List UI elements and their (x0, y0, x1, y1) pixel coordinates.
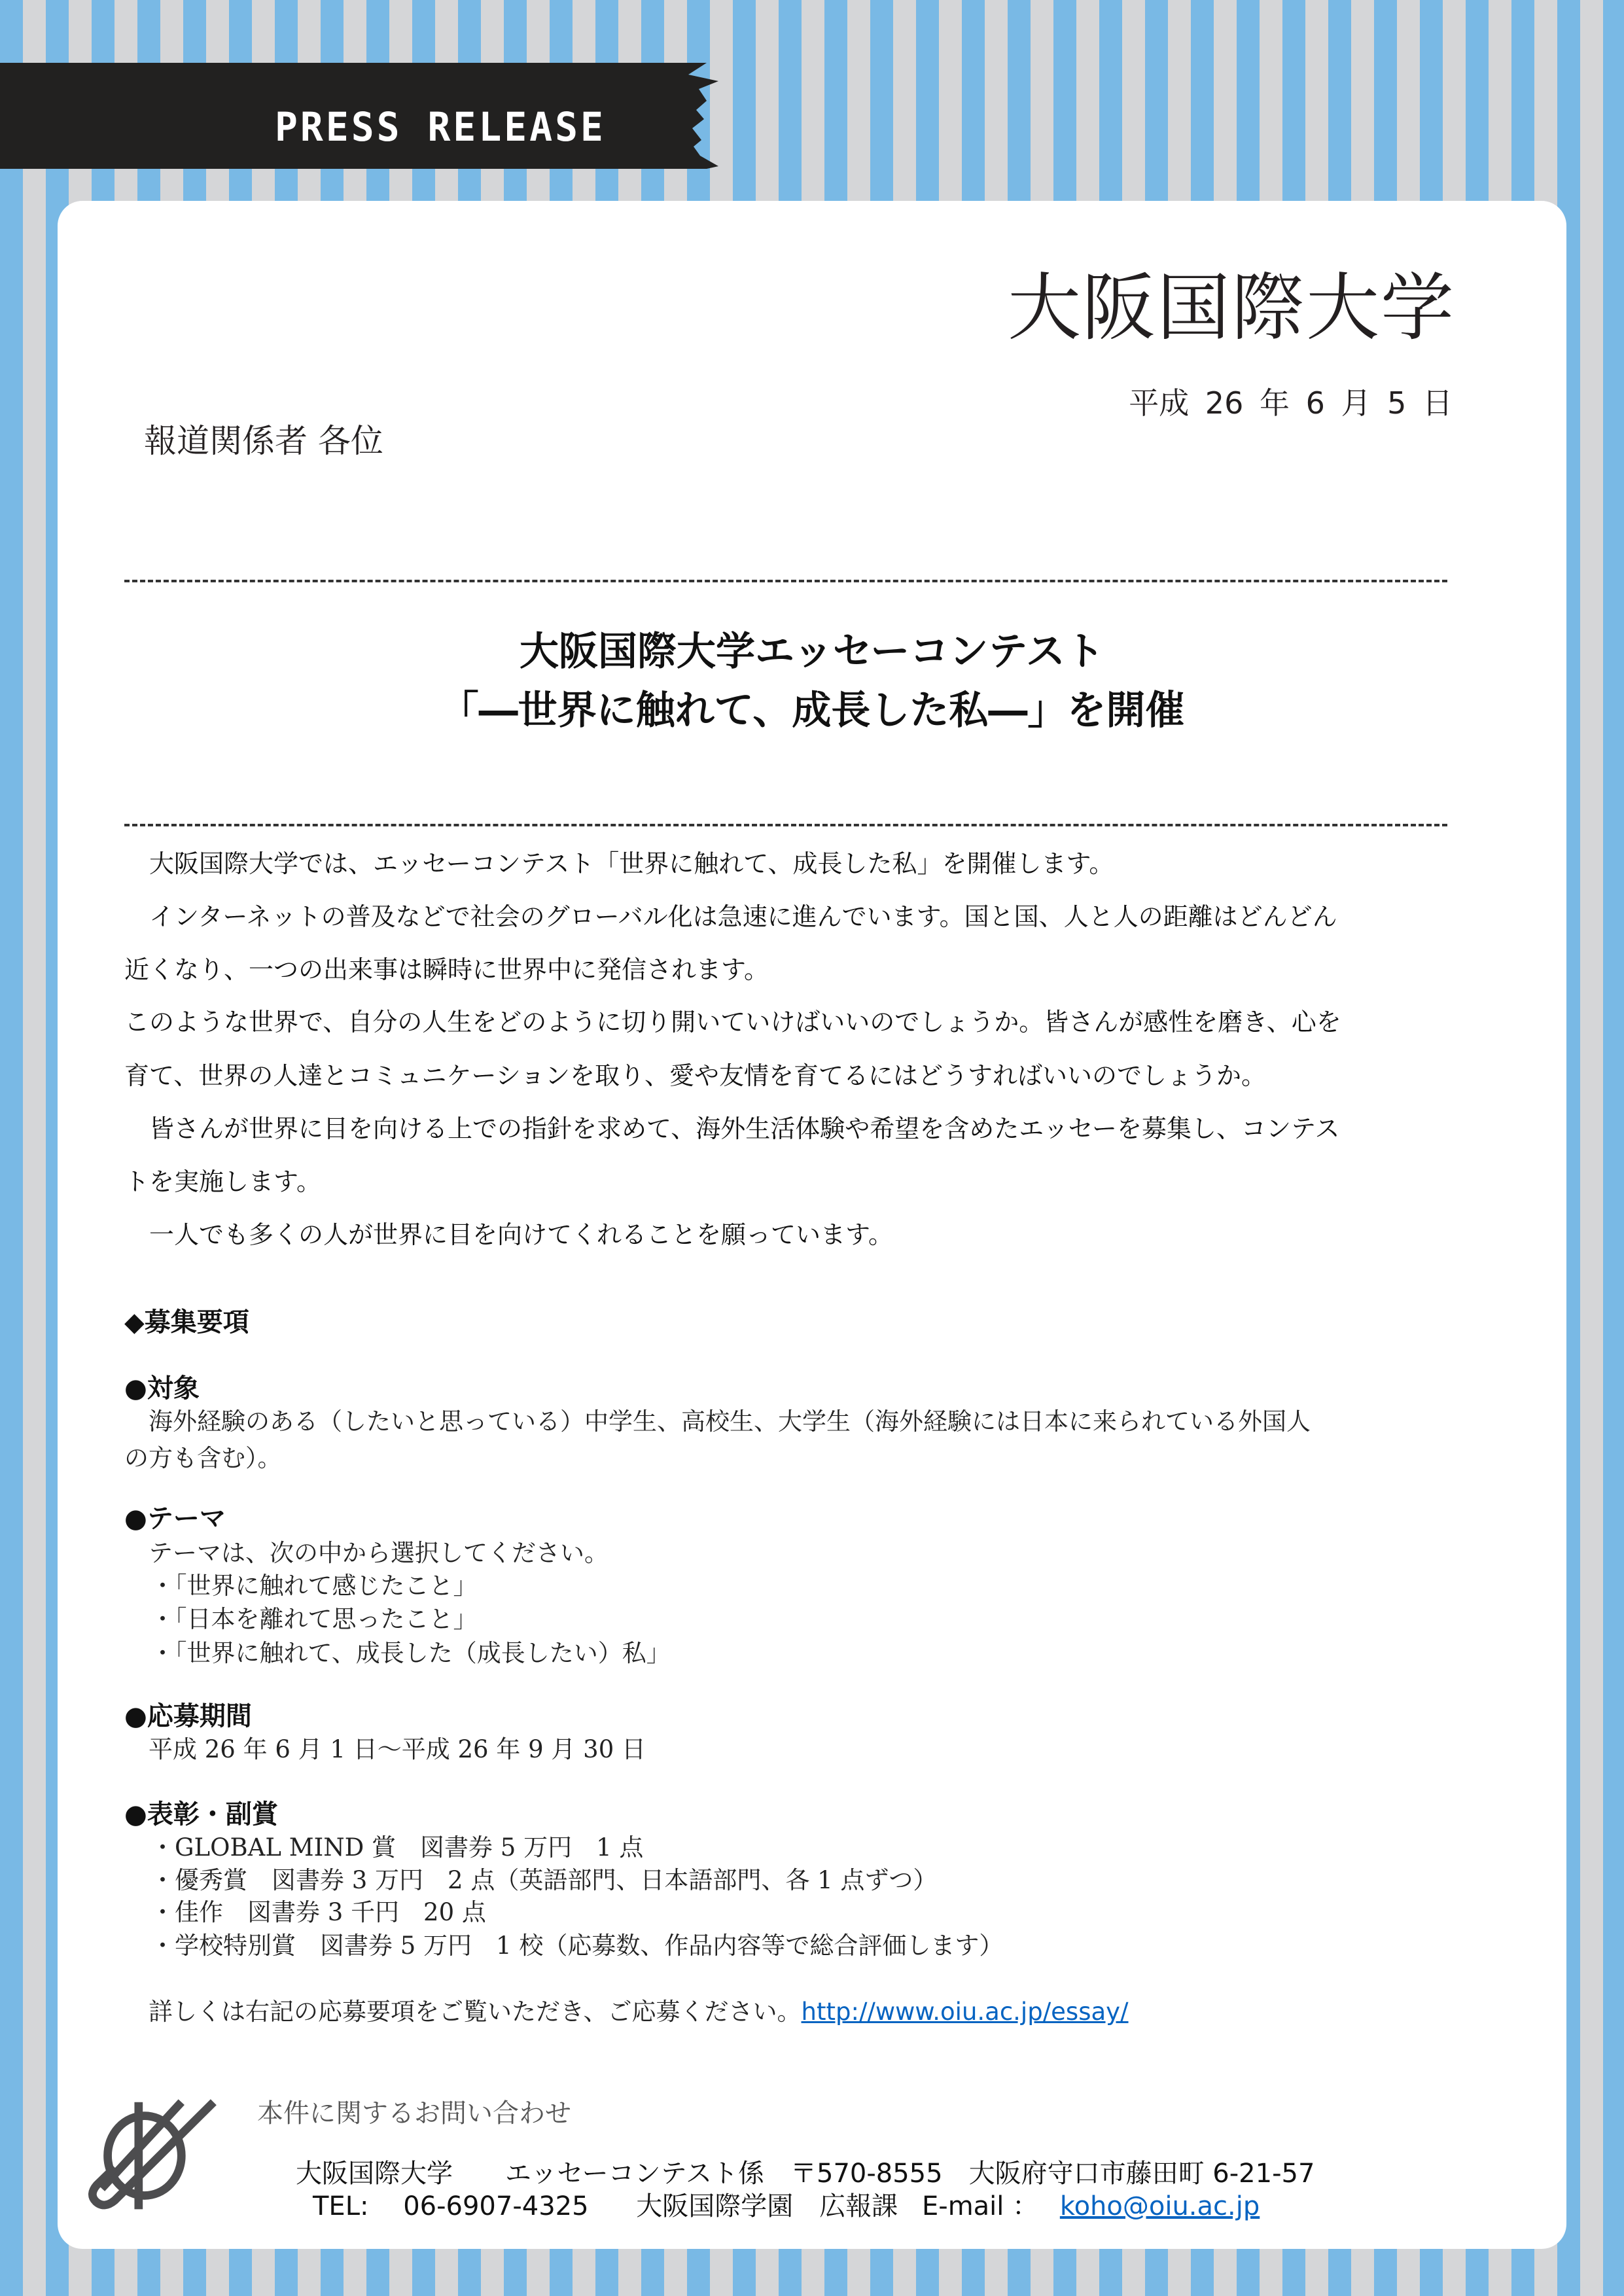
body-paragraph: 大阪国際大学では、エッセーコンテスト「世界に触れて、成長した私」を開催します。 (124, 849, 1114, 878)
body-paragraph: 一人でも多くの人が世界に目を向けてくれることを願っています。 (124, 1220, 893, 1249)
awards-heading: ●表彰・副賞 (124, 1799, 278, 1829)
contact-details (313, 2189, 1260, 2223)
period-heading: ●応募期間 (124, 1701, 252, 1731)
university-logo-icon (72, 2087, 229, 2218)
award-item: ・GLOBAL MIND 賞 図書券 5 万円 1 点 (150, 1833, 644, 1862)
title-line-1: 大阪国際大学エッセーコンテスト (520, 629, 1104, 675)
contact-lead: 本件に関するお問い合わせ (257, 2098, 571, 2128)
theme-heading: ●テーマ (124, 1504, 226, 1534)
details-text: 詳しくは右記の応募要項をご覧いただき、ご応募ください。 (124, 1998, 802, 2026)
body-paragraph: 育て、世界の人達とコミュニケーションを取り、愛や友情を育てるにはどうすればいいのでしょうか。 (124, 1061, 1266, 1090)
body-paragraph: このような世界で、自分の人生をどのように切り開いていけばいいのでしょうか。皆さんが感性を磨き、心を (124, 1008, 1341, 1036)
theme-intro: テーマは、次の中から選択してください。 (124, 1539, 609, 1567)
tel-number: 06-6907-4325 (403, 2191, 589, 2221)
divider-bottom (124, 824, 1447, 826)
release-date: 平成 26 年 6 月 5 日 (1129, 385, 1453, 421)
essay-link[interactable]: http://www.oiu.ac.jp/essay/ (801, 1998, 1129, 2026)
press-release-label: PRESS RELEASE (275, 103, 606, 150)
period-text: 平成 26 年 6 月 1 日～平成 26 年 9 月 30 日 (124, 1735, 646, 1763)
title-line-2: 「―世界に触れて、成長した私―」を開催 (439, 688, 1185, 733)
award-item: ・学校特別賞 図書券 5 万円 1 校（応募数、作品内容等で総合評価します） (150, 1932, 1004, 1960)
theme-item: ・「世界に触れて感じたこと」 (150, 1572, 478, 1600)
email-label: E-mail ： (921, 2191, 1039, 2221)
divider-top (124, 580, 1447, 582)
target-heading: ●対象 (124, 1373, 200, 1404)
addressee: 報道関係者 各位 (144, 422, 383, 460)
target-text: 海外経験のある（したいと思っている）中学生、高校生、大学生（海外経験には日本に来られている外国人 (124, 1407, 1311, 1436)
guidelines-heading: ◆募集要項 (124, 1307, 249, 1337)
press-release-banner (0, 63, 733, 169)
theme-item: ・「日本を離れて思ったこと」 (150, 1605, 478, 1633)
organization-name: 大阪国際大学 (1008, 266, 1455, 351)
body-paragraph: トを実施します。 (124, 1167, 321, 1196)
contact-address: 大阪国際大学 エッセーコンテスト係 〒570-8555 大阪府守口市藤田町 6-21-57 (296, 2159, 1315, 2189)
tel-label: TEL: (313, 2191, 369, 2221)
award-item: ・優秀賞 図書券 3 万円 2 点（英語部門、日本語部門、各 1 点ずつ） (150, 1866, 938, 1894)
department: 大阪国際学園 広報課 (636, 2191, 898, 2221)
details-line (124, 1995, 1129, 2029)
email-link[interactable]: koho@oiu.ac.jp (1059, 2191, 1260, 2221)
target-text: の方も含む）。 (124, 1444, 282, 1472)
theme-item: ・「世界に触れて、成長した（成長したい）私」 (150, 1639, 671, 1667)
body-paragraph: 近くなり、一つの出来事は瞬時に世界中に発信されます。 (124, 955, 769, 984)
body-paragraph: インターネットの普及などで社会のグローバル化は急速に進んでいます。国と国、人と人の距離はどんどん (124, 902, 1337, 931)
body-paragraph: 皆さんが世界に目を向ける上での指針を求めて、海外生活体験や希望を含めたエッセーを募集し、コンテス (124, 1114, 1340, 1143)
award-item: ・佳作 図書券 3 千円 20 点 (150, 1898, 486, 1926)
